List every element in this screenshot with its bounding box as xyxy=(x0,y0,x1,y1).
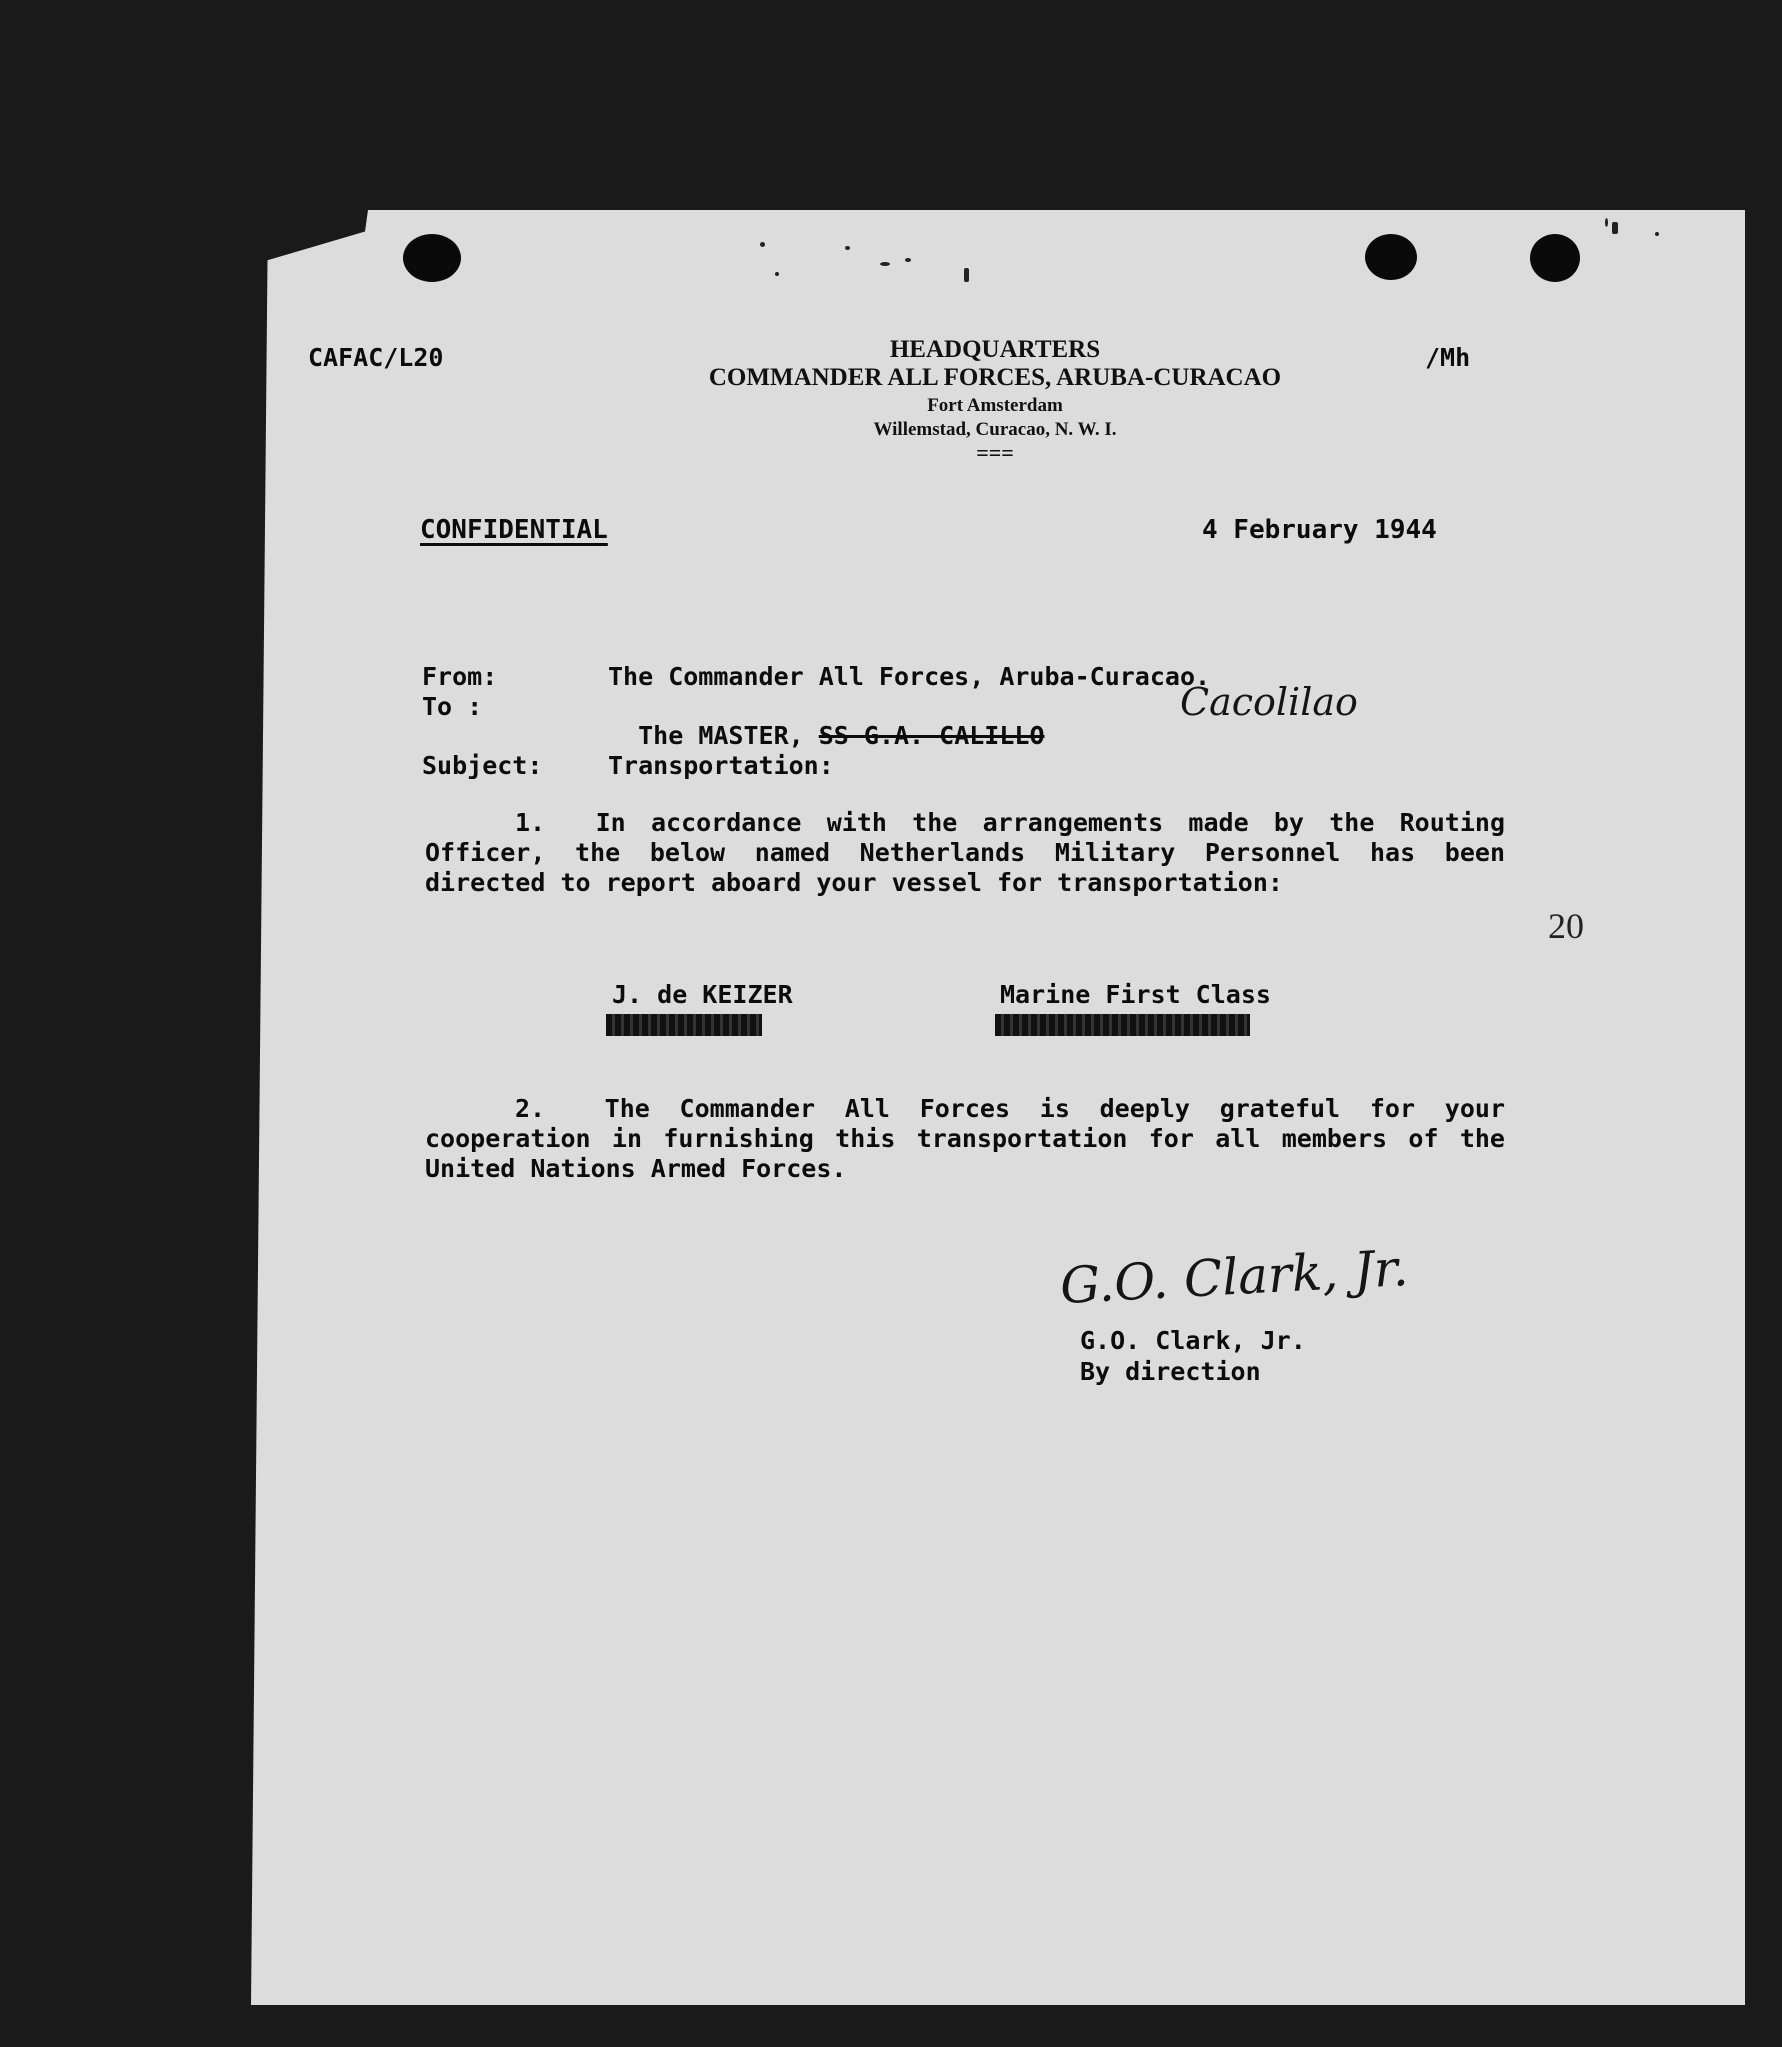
letterhead-city: Willemstad, Curacao, N. W. I. xyxy=(873,419,1117,440)
speck xyxy=(775,272,779,276)
signer-title: By direction xyxy=(1080,1357,1261,1386)
to-recipient: The MASTER, xyxy=(638,721,819,750)
paragraph-2-number: 2. xyxy=(515,1094,546,1123)
typist-initials: /Mh xyxy=(1425,343,1471,372)
punch-hole-right-1 xyxy=(1365,234,1417,280)
paragraph-1-number: 1. xyxy=(515,808,546,837)
margin-number: 20 xyxy=(1548,906,1584,946)
speck xyxy=(760,242,765,247)
personnel-name: J. de KEIZER xyxy=(612,980,793,1009)
redacted-name xyxy=(606,1014,762,1036)
redacted-rank xyxy=(995,1014,1250,1036)
paragraph-1 xyxy=(425,808,1505,898)
letter-date: 4 February 1944 xyxy=(1202,515,1437,545)
from-label: From: xyxy=(422,662,498,691)
paragraph-2-text: The Commander All Forces is deeply grateful for your cooperation in furnishing this transportation for all members of the United Nations Armed Forces. xyxy=(425,1094,1505,1183)
punch-hole-right-2 xyxy=(1530,234,1580,282)
subject-value: Transportation: xyxy=(608,751,834,780)
to-value xyxy=(608,692,1045,750)
letterhead-headquarters: HEADQUARTERS xyxy=(889,336,1101,363)
to-label: To : xyxy=(422,692,483,721)
paragraph-1-text: In accordance with the arrangements made by the Routing Officer, the below named Netherlands Military Personnel has been directed to report aboard your vessel for transportation: xyxy=(425,808,1505,897)
paragraph-2 xyxy=(425,1094,1505,1184)
subject-label: Subject: xyxy=(422,751,543,780)
file-reference: CAFAC/L20 xyxy=(308,343,444,372)
letterhead-fort: Fort Amsterdam xyxy=(927,395,1063,416)
speck xyxy=(1612,222,1618,234)
speck xyxy=(845,246,850,250)
from-value: The Commander All Forces, Aruba-Curacao. xyxy=(608,662,1211,691)
letterhead-rule: === xyxy=(976,440,1014,465)
to-vessel-handwritten: Cacolilao xyxy=(1180,680,1358,724)
speck xyxy=(880,262,890,266)
letterhead-command: COMMANDER ALL FORCES, ARUBA-CURACAO xyxy=(708,364,1282,391)
speck xyxy=(1655,232,1659,236)
personnel-rank: Marine First Class xyxy=(1000,980,1271,1009)
signer-name: G.O. Clark, Jr. xyxy=(1080,1326,1306,1355)
speck xyxy=(1605,218,1608,227)
classification-mark: CONFIDENTIAL xyxy=(420,515,608,545)
punch-hole-left xyxy=(403,234,461,282)
speck xyxy=(905,258,911,262)
speck xyxy=(964,268,969,282)
to-vessel-struck: SS G.A. CALILLO xyxy=(818,721,1045,750)
handwritten-signature: G.O. Clark, Jr. xyxy=(1058,1238,1410,1316)
